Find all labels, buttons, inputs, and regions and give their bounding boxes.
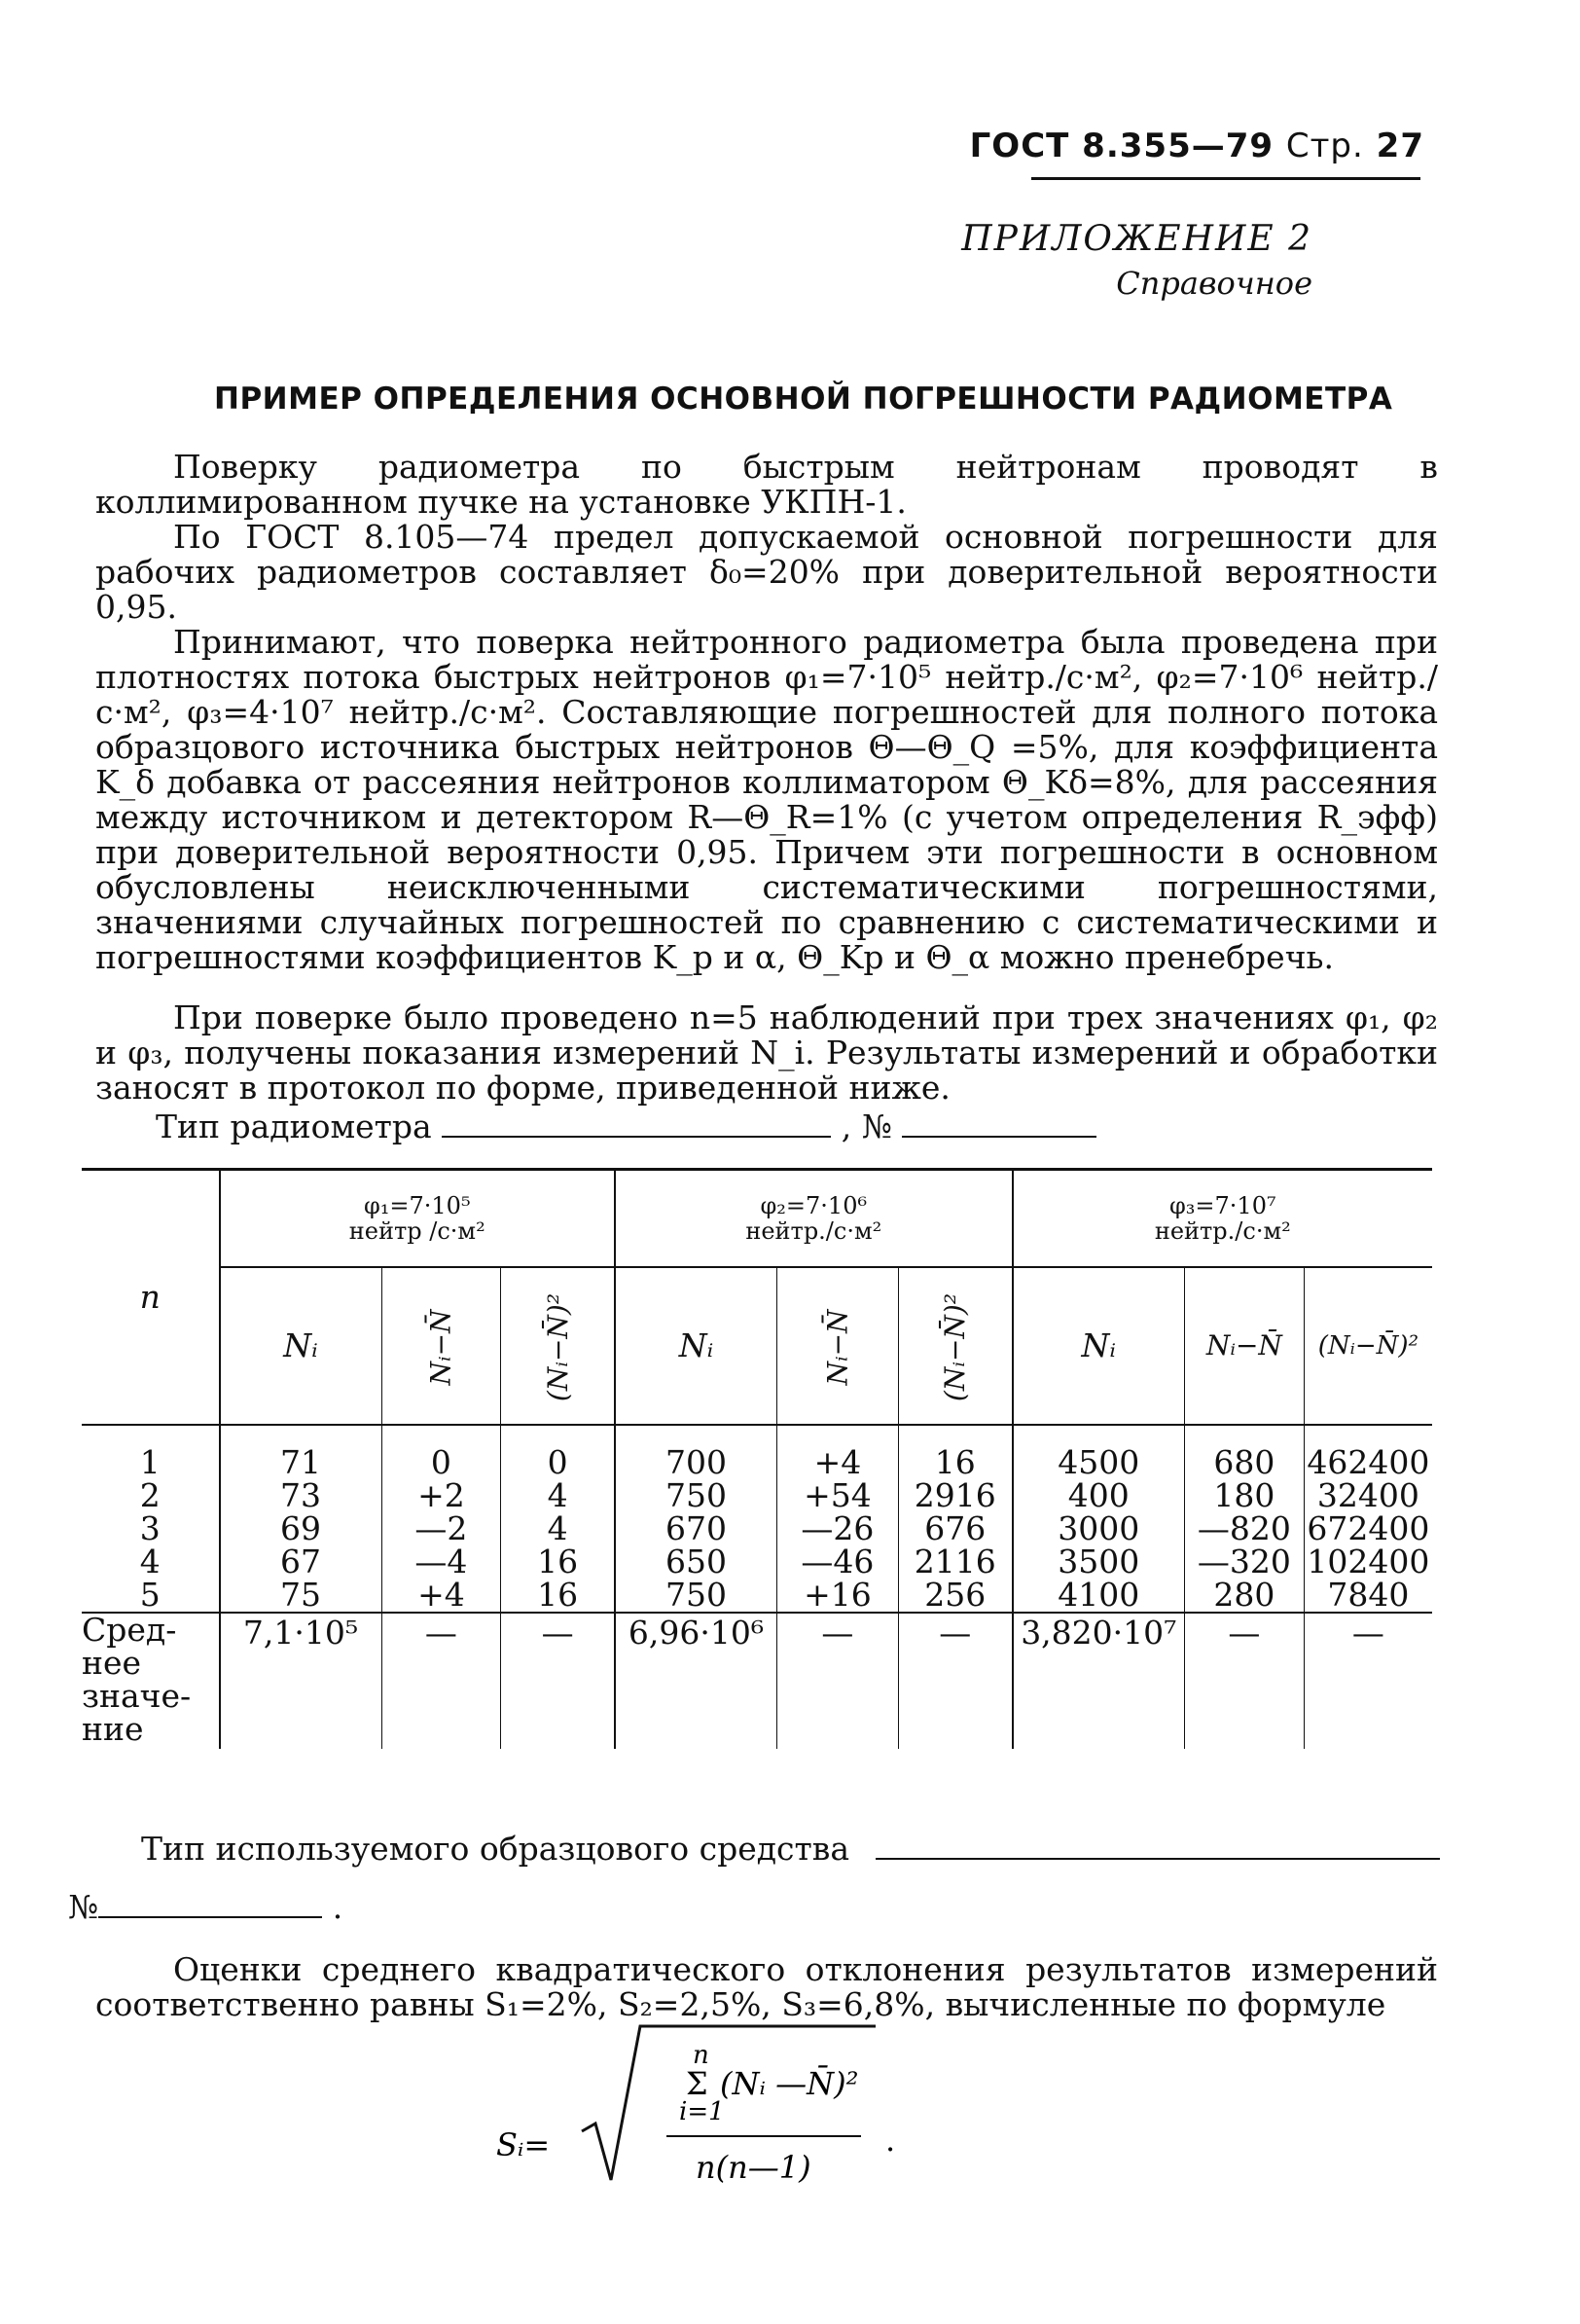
paragraph-3: Принимают, что поверка нейтронного радиометра была проведена при плотностях потока быстрых нейтронов φ₁=7·10⁵ нейтр./с·м², φ₂=7·10⁶ нейтр./с·м², φ₃=4·10⁷ нейтр./с·м². Составляющие погрешностей для полного потока образцового источника быстрых нейтронов Θ—Θ_Q =5%, для коэффициента K_δ добавка от рассеяния нейтронов коллиматором Θ_Kδ=8%, для рассеяния между источником и детектором R—Θ_R=1% (с учетом определения R_эфф) при доверительной вероятности 0,95. Причем эти погрешности в основном обусловлены неисключенными систематическими погрешностями, значениями случайных погрешностей по сравнению с систематическими и погрешностями коэффициентов K_р и α, Θ_Kр и Θ_α можно пренебречь.: [95, 623, 1438, 976]
formula-end: .: [885, 2122, 896, 2159]
final-paragraph: Оценки среднего квадратического отклонения результатов измерений соответственно равны S₁=2%, S₂=2,5%, S₃=6,8%, вычисленные по формуле: [95, 1950, 1438, 2023]
cell-sq-b: 676: [898, 1512, 1012, 1545]
cell-sq-a: 16: [501, 1545, 615, 1579]
mean-a-dev: —: [381, 1613, 501, 1749]
col-sq-1: (Nᵢ−N̄)²: [501, 1267, 615, 1425]
cell-sq-c: 102400: [1307, 1542, 1430, 1580]
mean-c-dev: —: [1184, 1613, 1304, 1749]
cell-ni-a: 71: [220, 1425, 381, 1479]
cell-ni-c: 3500: [1013, 1545, 1185, 1579]
n-header: n: [82, 1170, 220, 1425]
mean-label: Сред- нее значе- ние: [82, 1613, 220, 1749]
table-body: [82, 1425, 1432, 1613]
cell-dev-a: +2: [381, 1479, 501, 1512]
number-sign: №: [861, 1108, 892, 1145]
group-phi3: [1013, 1170, 1432, 1267]
formula-upper: n: [693, 2041, 709, 2070]
group-phi1-value: φ₁=7·10⁵: [363, 1191, 471, 1219]
sample-type-label: Тип используемого образцового средства: [141, 1830, 850, 1868]
mean-c-sq: —: [1351, 1613, 1384, 1652]
cell-ni-c: 4100: [1013, 1579, 1185, 1613]
col-ni-2: Nᵢ: [615, 1267, 776, 1425]
formula-lhs: Sᵢ=: [496, 2126, 551, 2163]
table-row: [82, 1545, 1432, 1579]
cell-ni-a: 73: [220, 1479, 381, 1512]
cell-dev-a: 0: [381, 1425, 501, 1479]
formula-sigma: Σ: [686, 2065, 708, 2102]
radiometer-type-label: Тип радиометра: [156, 1108, 432, 1145]
cell-dev-b: +54: [777, 1479, 899, 1512]
cell-sq-c: 32400: [1316, 1475, 1419, 1514]
mean-b-dev: —: [777, 1613, 899, 1749]
group-phi2-unit: нейтр./с·м²: [745, 1216, 882, 1245]
sample-number-sign: №: [68, 1888, 99, 1926]
group-phi2-value: φ₂=7·10⁶: [760, 1191, 868, 1219]
appendix-subtitle: Справочное: [1116, 265, 1312, 302]
cell-ni-a: 67: [220, 1545, 381, 1579]
group-phi1-unit: нейтр /с·м²: [348, 1216, 485, 1245]
cell-sq-c: 462400: [1307, 1442, 1430, 1481]
table-row: [82, 1479, 1432, 1512]
cell-dev-a: +4: [381, 1579, 501, 1613]
page-label: Стр.: [1285, 127, 1364, 165]
appendix-title: ПРИЛОЖЕНИЕ 2: [961, 219, 1312, 259]
cell-sq-a: 4: [501, 1479, 615, 1512]
cell-sq-a: 4: [501, 1512, 615, 1545]
col-dev-2: Nᵢ−N̄: [777, 1267, 899, 1425]
formula-denominator: n(n—1): [696, 2149, 811, 2186]
cell-dev-a: —2: [381, 1512, 501, 1545]
cell-sq-c: 672400: [1307, 1508, 1430, 1547]
group-phi1: [220, 1170, 616, 1267]
header-rule: [1031, 177, 1420, 180]
col-dev-1: Nᵢ−N̄: [381, 1267, 501, 1425]
page-number: 27: [1376, 127, 1424, 165]
cell-ni-a: 69: [220, 1512, 381, 1545]
paragraph-1: Поверку радиометра по быстрым нейтронам проводят в коллимированном пучке на установке УКПН-1.: [95, 448, 1438, 521]
cell-dev-c: 280: [1184, 1579, 1304, 1613]
sample-number-line: № .: [68, 1888, 343, 1926]
paragraph-4: При поверке было проведено n=5 наблюдений при трех значениях φ₁, φ₂ и φ₃, получены показания измерений N_i. Результаты измерений и обработки заносят в протокол по форме, приведенной ниже.: [95, 999, 1438, 1107]
col-sq-2: (Nᵢ−N̄)²: [898, 1267, 1012, 1425]
cell-ni-b: 670: [615, 1512, 776, 1545]
table-row: [82, 1512, 1432, 1545]
table-row: [82, 1425, 1432, 1479]
cell-dev-a: —4: [381, 1545, 501, 1579]
cell-dev-c: —820: [1184, 1512, 1304, 1545]
cell-dev-b: +16: [777, 1579, 899, 1613]
mean-b-sq: —: [898, 1613, 1012, 1749]
section-title: ПРИМЕР ОПРЕДЕЛЕНИЯ ОСНОВНОЙ ПОГРЕШНОСТИ РАДИОМЕТРА: [214, 381, 1393, 417]
radiometer-type-field[interactable]: [442, 1108, 831, 1138]
mean-c: 3,820·10⁷: [1013, 1613, 1185, 1749]
cell-dev-c: 180: [1184, 1479, 1304, 1512]
col-ni-1: Nᵢ: [220, 1267, 381, 1425]
body-text: [95, 450, 1438, 1106]
cell-ni-a: 75: [220, 1579, 381, 1613]
sample-type-line: [141, 1830, 1440, 1868]
sample-number-field[interactable]: [98, 1889, 322, 1918]
gost-number: ГОСТ 8.355—79: [969, 127, 1275, 165]
formula-numerator: (Nᵢ —N̄)²: [720, 2065, 859, 2102]
cell-ni-c: 3000: [1013, 1512, 1185, 1545]
formula-lower: i=1: [679, 2097, 725, 2126]
radiometer-type-line: Тип радиометра , №: [156, 1108, 1096, 1145]
mean-a: 7,1·10⁵: [220, 1613, 381, 1749]
cell-ni-c: 400: [1013, 1479, 1185, 1512]
cell-ni-b: 750: [615, 1479, 776, 1512]
group-phi3-unit: нейтр./с·м²: [1154, 1216, 1291, 1245]
cell-sq-b: 2916: [898, 1479, 1012, 1512]
cell-dev-b: —26: [777, 1512, 899, 1545]
protocol-table: [82, 1168, 1432, 1749]
cell-ni-c: 4500: [1013, 1425, 1185, 1479]
cell-dev-c: 680: [1184, 1425, 1304, 1479]
cell-n: 2: [82, 1479, 220, 1512]
col-dev-3: Nᵢ−N̄: [1184, 1267, 1304, 1425]
page-header: [970, 127, 1424, 165]
mean-a-sq: —: [501, 1613, 615, 1749]
cell-ni-b: 750: [615, 1579, 776, 1613]
col-ni-3: Nᵢ: [1013, 1267, 1185, 1425]
final-text: [95, 1952, 1438, 2022]
cell-n: 5: [82, 1579, 220, 1613]
cell-sq-b: 2116: [898, 1545, 1012, 1579]
radiometer-number-field[interactable]: [902, 1108, 1096, 1138]
cell-sq-b: 16: [898, 1425, 1012, 1479]
cell-sq-a: 16: [501, 1579, 615, 1613]
group-phi3-value: φ₃=7·10⁷: [1169, 1191, 1276, 1219]
col-sq-3: (Nᵢ−N̄)²: [1317, 1330, 1418, 1361]
mean-b: 6,96·10⁶: [615, 1613, 776, 1749]
cell-n: 4: [82, 1545, 220, 1579]
cell-sq-c: 7840: [1327, 1575, 1410, 1614]
group-phi2: [615, 1170, 1013, 1267]
sample-type-field[interactable]: [876, 1831, 1440, 1860]
cell-n: 3: [82, 1512, 220, 1545]
cell-dev-b: +4: [777, 1425, 899, 1479]
std-dev-formula: [486, 2015, 992, 2209]
cell-ni-b: 650: [615, 1545, 776, 1579]
cell-dev-c: —320: [1184, 1545, 1304, 1579]
cell-sq-b: 256: [898, 1579, 1012, 1613]
cell-dev-b: —46: [777, 1545, 899, 1579]
table-row: [82, 1579, 1432, 1613]
paragraph-2: По ГОСТ 8.105—74 предел допускаемой основной погрешности для рабочих радиометров составляет δ₀=20% при доверительной вероятности 0,95.: [95, 518, 1438, 626]
cell-sq-a: 0: [501, 1425, 615, 1479]
cell-ni-b: 700: [615, 1425, 776, 1479]
cell-n: 1: [82, 1425, 220, 1479]
